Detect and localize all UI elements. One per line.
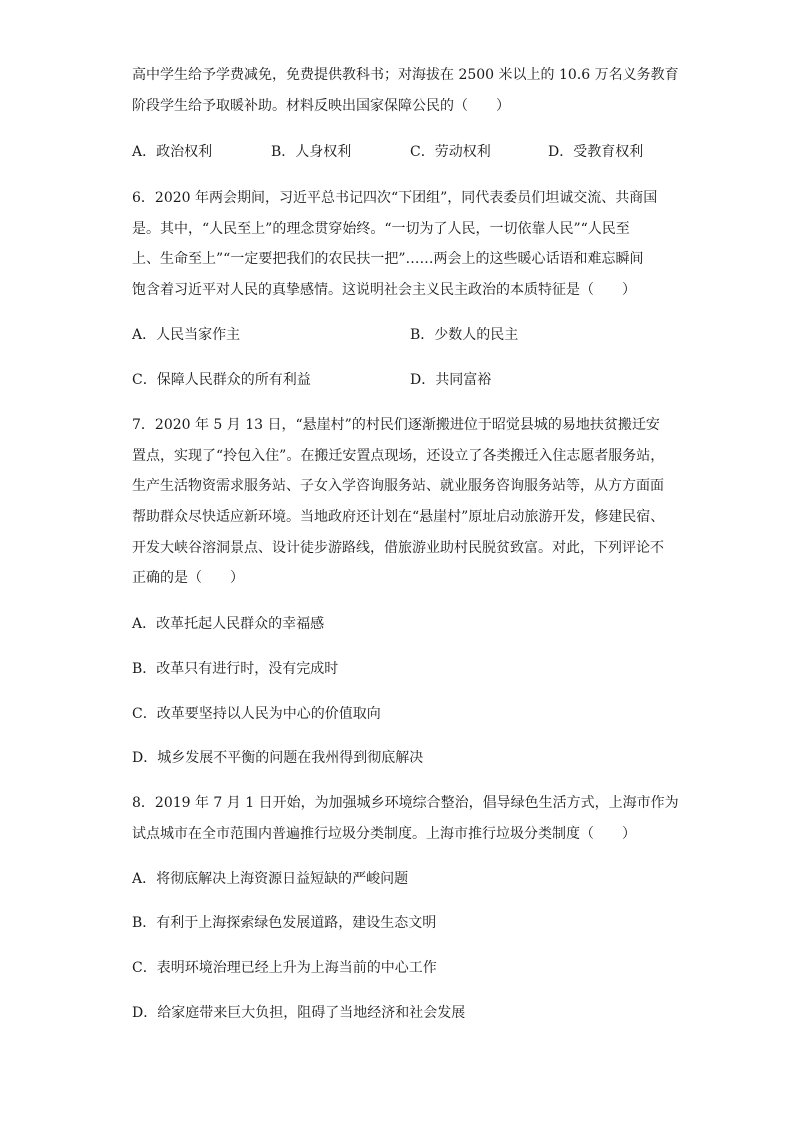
intro-line-2: 阶段学生给予取暖补助。材料反映出国家保障公民的（ ） xyxy=(132,98,510,114)
q7-line-1: 7．2020 年 5 月 13 日，“悬崖村”的村民们逐渐搬进位于昭觉县城的易地扶贫搬迁安 xyxy=(132,417,660,433)
q8-line-1: 8．2019 年 7 月 1 日开始，为加强城乡环境综合整治，倡导绿色生活方式，上海市作为 xyxy=(132,795,679,811)
q7-option-d[interactable]: D．城乡发展不平衡的问题在我州得到彻底解决 xyxy=(132,750,424,766)
intro-line-1: 高中学生给予学费减免，免费提供教科书；对海拔在 2500 米以上的 10.6 万名义务教育 xyxy=(132,67,679,83)
q8-option-c[interactable]: C．表明环境治理已经上升为上海当前的中心工作 xyxy=(132,960,437,976)
q7-line-4: 帮助群众尽快适应新环境。当地政府还计划在“悬崖村”原址启动旅游开发，修建民宿、 xyxy=(132,509,665,525)
q6-option-c[interactable]: C．保障人民群众的所有利益 xyxy=(132,372,311,388)
q8-option-b[interactable]: B．有利于上海探索绿色发展道路，建设生态文明 xyxy=(132,915,437,931)
q7-option-b[interactable]: B．改革只有进行时，没有完成时 xyxy=(132,661,339,677)
q6-line-2: 是。其中，“人民至上”的理念贯穿始终。“一切为了人民，一切依靠人民”“人民至 xyxy=(132,221,630,237)
q6-line-1: 6．2020 年两会期间，习近平总书记四次“下团组”，同代表委员们坦诚交流、共商国 xyxy=(132,190,658,206)
q7-option-c[interactable]: C．改革要坚持以人民为中心的价值取向 xyxy=(132,706,381,722)
q7-line-2: 置点，实现了“拎包入住”。在搬迁安置点现场，还设立了各类搬迁入住志愿者服务站， xyxy=(132,448,665,464)
q8-option-d[interactable]: D．给家庭带来巨大负担，阻碍了当地经济和社会发展 xyxy=(132,1005,466,1021)
q7-line-5: 开发大峡谷溶洞景点、设计徒步游路线，借旅游业助村民脱贫致富。对此，下列评论不 xyxy=(132,540,664,556)
q6-line-3: 上、生命至上”“一定要把我们的农民扶一把”……两会上的这些暖心话语和难忘瞬间 xyxy=(132,251,644,267)
q6-option-b[interactable]: B．少数人的民主 xyxy=(410,327,519,343)
intro-option-d[interactable]: D．受教育权利 xyxy=(548,144,644,160)
intro-option-c[interactable]: C．劳动权利 xyxy=(410,144,491,160)
q8-option-a[interactable]: A．将彻底解决上海资源日益短缺的严峻问题 xyxy=(132,871,409,887)
intro-option-a[interactable]: A．政治权利 xyxy=(132,144,213,160)
intro-option-b[interactable]: B．人身权利 xyxy=(271,144,352,160)
q7-line-6: 正确的是（ ） xyxy=(132,570,244,586)
q8-line-2: 试点城市在全市范围内普遍推行垃圾分类制度。上海市推行垃圾分类制度（ ） xyxy=(132,826,636,842)
q7-line-3: 生产生活物资需求服务站、子女入学咨询服务站、就业服务咨询服务站等，从方方面面 xyxy=(132,478,664,494)
q6-option-a[interactable]: A．人民当家作主 xyxy=(132,327,241,343)
q6-line-4: 饱含着习近平对人民的真挚感情。这说明社会主义民主政治的本质特征是（ ） xyxy=(132,282,636,298)
q6-option-d[interactable]: D．共同富裕 xyxy=(410,372,492,388)
q7-option-a[interactable]: A．改革托起人民群众的幸福感 xyxy=(132,616,325,632)
